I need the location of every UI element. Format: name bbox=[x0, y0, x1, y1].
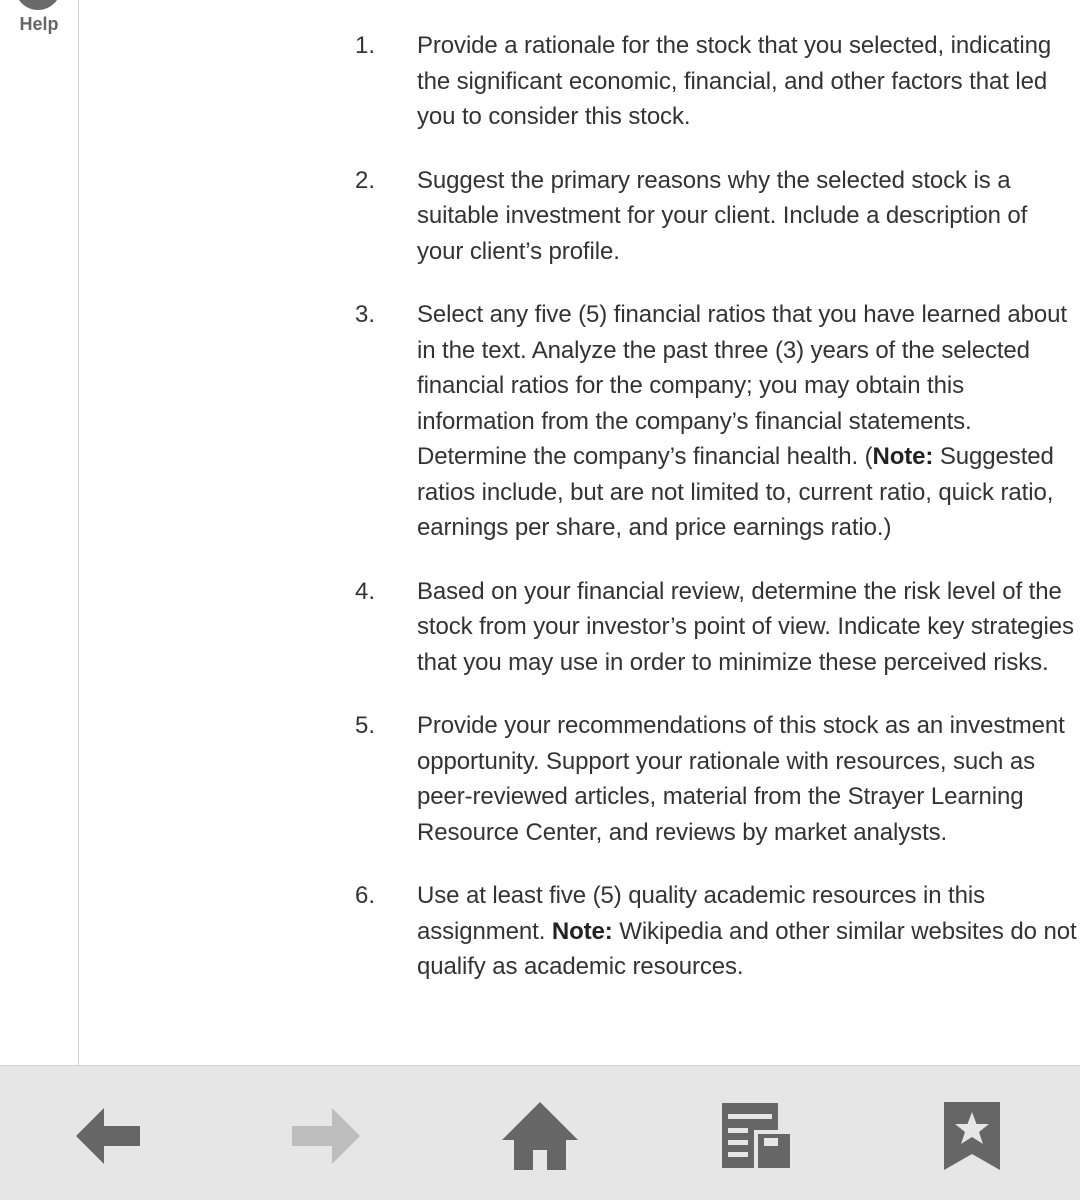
list-item bbox=[355, 163, 1080, 270]
bookmark-star-icon bbox=[932, 1100, 1012, 1172]
help-label[interactable]: Help bbox=[19, 14, 59, 34]
home-button[interactable] bbox=[500, 1100, 580, 1172]
list-item bbox=[355, 28, 1080, 135]
text-segment: Based on your financial review, determine the risk level of the stock from your investor’s point of view. Indicate key strategies that you may use in order to minimize these perceived risks. bbox=[417, 577, 1074, 676]
text-segment: Select any five (5) financial ratios that you have learned about in the text. Analyze the past three (3) years of the selected financial ratios for the company; you may obtain this information from the company’s financial statements. Determine the company’s financial health. ( bbox=[417, 301, 1067, 470]
list-item-number: 3. bbox=[355, 301, 376, 328]
assignment-instructions bbox=[355, 28, 1080, 1065]
table-of-contents-button[interactable] bbox=[718, 1100, 798, 1172]
text-segment: Provide a rationale for the stock that you selected, indicating the significant economic, financial, and other factors that led you to consider this stock. bbox=[417, 32, 1052, 130]
list-item-text bbox=[417, 574, 1077, 681]
list-item-number: 4. bbox=[355, 577, 376, 605]
list-item bbox=[355, 574, 1080, 681]
list-item-text bbox=[417, 297, 1077, 546]
list-item bbox=[355, 878, 1080, 985]
list-item-text bbox=[417, 878, 1077, 985]
table-of-contents-icon bbox=[718, 1100, 798, 1172]
text-segment: Use at least five (5) quality academic resources in this assignment. bbox=[417, 882, 985, 945]
help-icon[interactable] bbox=[15, 0, 61, 10]
note-label: Note: bbox=[872, 443, 934, 470]
list-item-number: 5. bbox=[355, 712, 376, 739]
home-icon bbox=[500, 1100, 580, 1172]
list-item bbox=[355, 297, 1080, 546]
list-item-text bbox=[417, 28, 1077, 135]
list-item-number: 2. bbox=[355, 166, 376, 194]
text-segment: Provide your recommendations of this stock as an investment opportunity. Support your rationale with resources, such as peer-reviewed articles, material from the Strayer Learning Resource Center, and reviews by market analysts. bbox=[417, 712, 1065, 846]
numbered-list bbox=[355, 28, 1080, 985]
list-item-text bbox=[417, 163, 1077, 270]
text-segment: Suggest the primary reasons why the selected stock is a suitable investment for your client. Include a description of your client’s profile. bbox=[417, 166, 1028, 265]
note-label: Note: bbox=[551, 917, 613, 945]
bookmark-button[interactable] bbox=[932, 1100, 1012, 1172]
text-segment: Wikipedia and other similar websites do not qualify as academic resources. bbox=[417, 917, 1077, 980]
list-item-number: 1. bbox=[355, 32, 376, 59]
list-item-number: 6. bbox=[355, 882, 376, 909]
text-segment: Suggested ratios include, but are not limited to, current ratio, quick ratio, earnings per share, and price earnings ratio.) bbox=[417, 443, 1054, 541]
forward-button[interactable] bbox=[286, 1100, 366, 1172]
back-button[interactable] bbox=[70, 1100, 150, 1172]
forward-arrow-icon bbox=[286, 1100, 366, 1172]
list-item bbox=[355, 708, 1080, 850]
left-sidebar bbox=[0, 0, 79, 1065]
back-arrow-icon bbox=[70, 1100, 150, 1172]
list-item-text bbox=[417, 708, 1077, 850]
